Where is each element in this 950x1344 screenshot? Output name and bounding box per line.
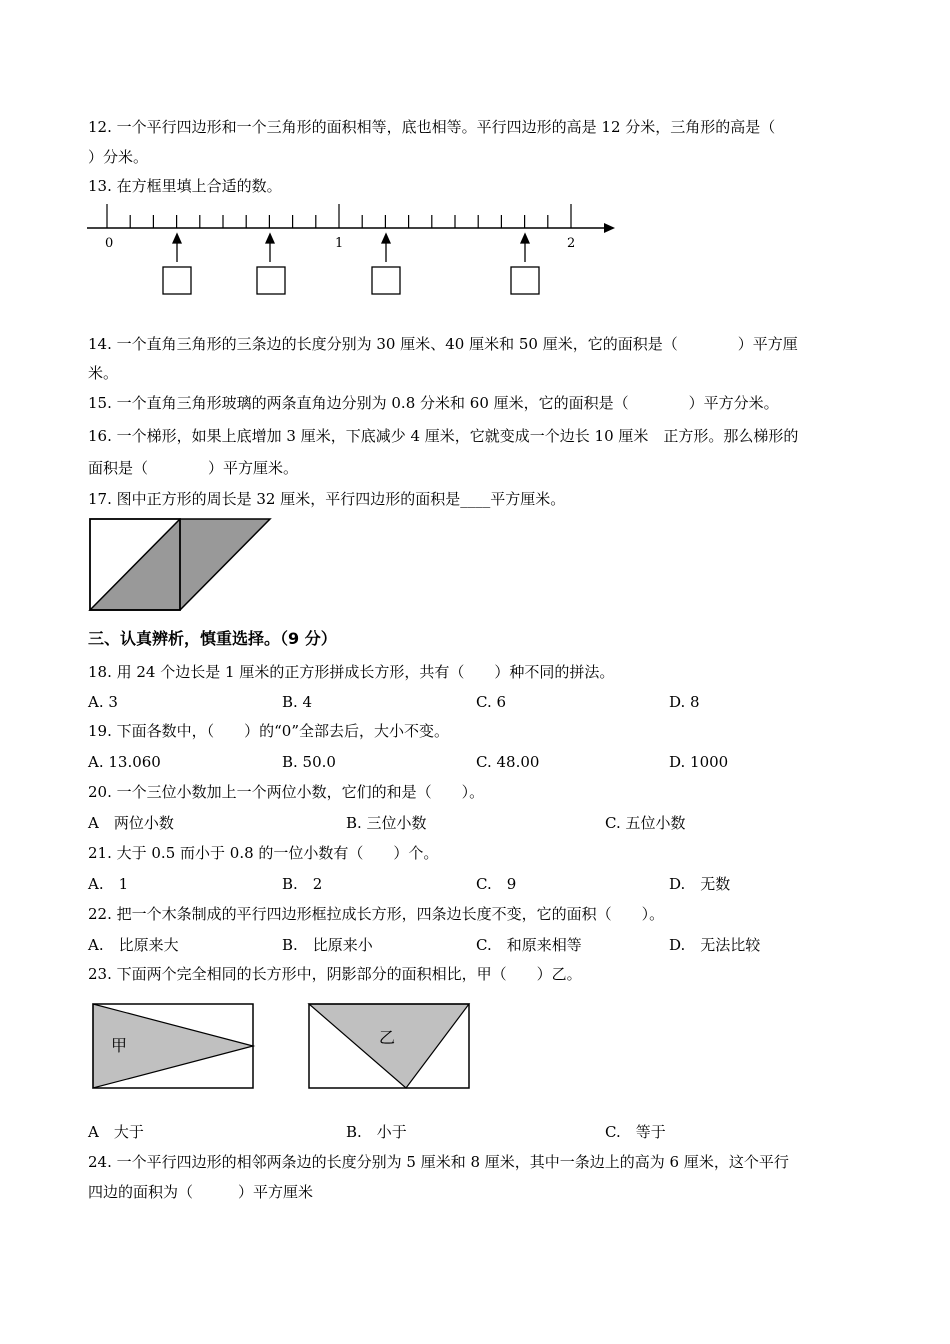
q23-option-a: A 大于 <box>88 1123 144 1141</box>
q17-text: 17. 图中正方形的周长是 32 厘米，平行四边形的面积是____平方厘米。 <box>88 490 566 508</box>
q14-line2: 米。 <box>88 364 119 382</box>
tick-label-1: 1 <box>335 236 344 251</box>
q23-option-b: B. 小于 <box>346 1123 407 1141</box>
q19-option-d: D. 1000 <box>669 753 729 771</box>
q21-option-a: A. 1 <box>88 875 129 893</box>
q12-line1: 12. 一个平行四边形和一个三角形的面积相等，底也相等。平行四边形的高是 12 分米，三角形的高是（ <box>88 118 776 136</box>
label-yi: 乙 <box>379 1028 396 1047</box>
q22-option-c: C. 和原来相等 <box>476 936 582 954</box>
q20-option-a: A 两位小数 <box>88 814 174 832</box>
q19-option-c: C. 48.00 <box>476 753 540 771</box>
label-jia: 甲 <box>111 1036 128 1055</box>
square-parallelogram-figure <box>88 517 274 613</box>
q19-option-b: B. 50.0 <box>282 753 336 771</box>
q21-option-c: C. 9 <box>476 875 517 893</box>
tick-label-0: 0 <box>105 236 114 251</box>
q13-text: 13. 在方框里填上合适的数。 <box>88 177 282 195</box>
q21-option-d: D. 无数 <box>669 875 731 893</box>
q14-line1: 14. 一个直角三角形的三条边的长度分别为 30 厘米、40 厘米和 50 厘米，它的面积是（ ）平方厘 <box>88 335 798 353</box>
q16-line1: 16. 一个梯形，如果上底增加 3 厘米，下底减少 4 厘米，它就变成一个边长 10 厘米 正方形。那么梯形的 <box>88 427 799 445</box>
q19-option-a: A. 13.060 <box>88 753 161 771</box>
number-line-figure <box>85 200 625 300</box>
q22-option-d: D. 无法比较 <box>669 936 761 954</box>
q22-text: 22. 把一个木条制成的平行四边形框拉成长方形，四条边长度不变，它的面积（ ）。 <box>88 905 665 923</box>
q18-option-d: D. 8 <box>669 693 700 711</box>
rectangle-jia-figure <box>90 1001 256 1091</box>
arrowhead-icon <box>604 223 615 233</box>
q18-option-b: B. 4 <box>282 693 313 711</box>
q20-option-b: B. 三位小数 <box>346 814 427 832</box>
q18-text: 18. 用 24 个边长是 1 厘米的正方形拼成长方形，共有（ ）种不同的拼法。 <box>88 663 615 681</box>
section-3-title: 三、认真辨析，慎重选择。（9 分） <box>88 629 337 648</box>
q18-option-c: C. 6 <box>476 693 507 711</box>
q21-option-b: B. 2 <box>282 875 323 893</box>
q22-option-a: A. 比原来大 <box>88 936 179 954</box>
q15-text: 15. 一个直角三角形玻璃的两条直角边分别为 0.8 分米和 60 厘米，它的面积是（ ）平方分米。 <box>88 394 779 412</box>
q21-text: 21. 大于 0.5 而小于 0.8 的一位小数有（ ）个。 <box>88 844 439 862</box>
q12-line2: ）分米。 <box>88 148 149 166</box>
answer-box <box>163 267 191 294</box>
q23-text: 23. 下面两个完全相同的长方形中，阴影部分的面积相比，甲（ ）乙。 <box>88 965 582 983</box>
q24-line1: 24. 一个平行四边形的相邻两条边的长度分别为 5 厘米和 8 厘米，其中一条边上的高为 6 厘米，这个平行 <box>88 1153 789 1171</box>
q23-option-c: C. 等于 <box>605 1123 666 1141</box>
answer-box <box>372 267 400 294</box>
q22-option-b: B. 比原来小 <box>282 936 373 954</box>
answer-box <box>257 267 285 294</box>
q16-line2: 面积是（ ）平方厘米。 <box>88 459 299 477</box>
q20-text: 20. 一个三位小数加上一个两位小数，它们的和是（ ）。 <box>88 783 485 801</box>
q24-line2: 四边的面积为（ ）平方厘米 <box>88 1183 314 1201</box>
answer-box <box>511 267 539 294</box>
q20-option-c: C. 五位小数 <box>605 814 686 832</box>
tick-label-2: 2 <box>567 236 576 251</box>
q19-text: 19. 下面各数中，（ ）的“0”全部去后，大小不变。 <box>88 722 450 740</box>
rectangle-yi-figure <box>306 1001 472 1091</box>
q18-option-a: A. 3 <box>88 693 118 711</box>
